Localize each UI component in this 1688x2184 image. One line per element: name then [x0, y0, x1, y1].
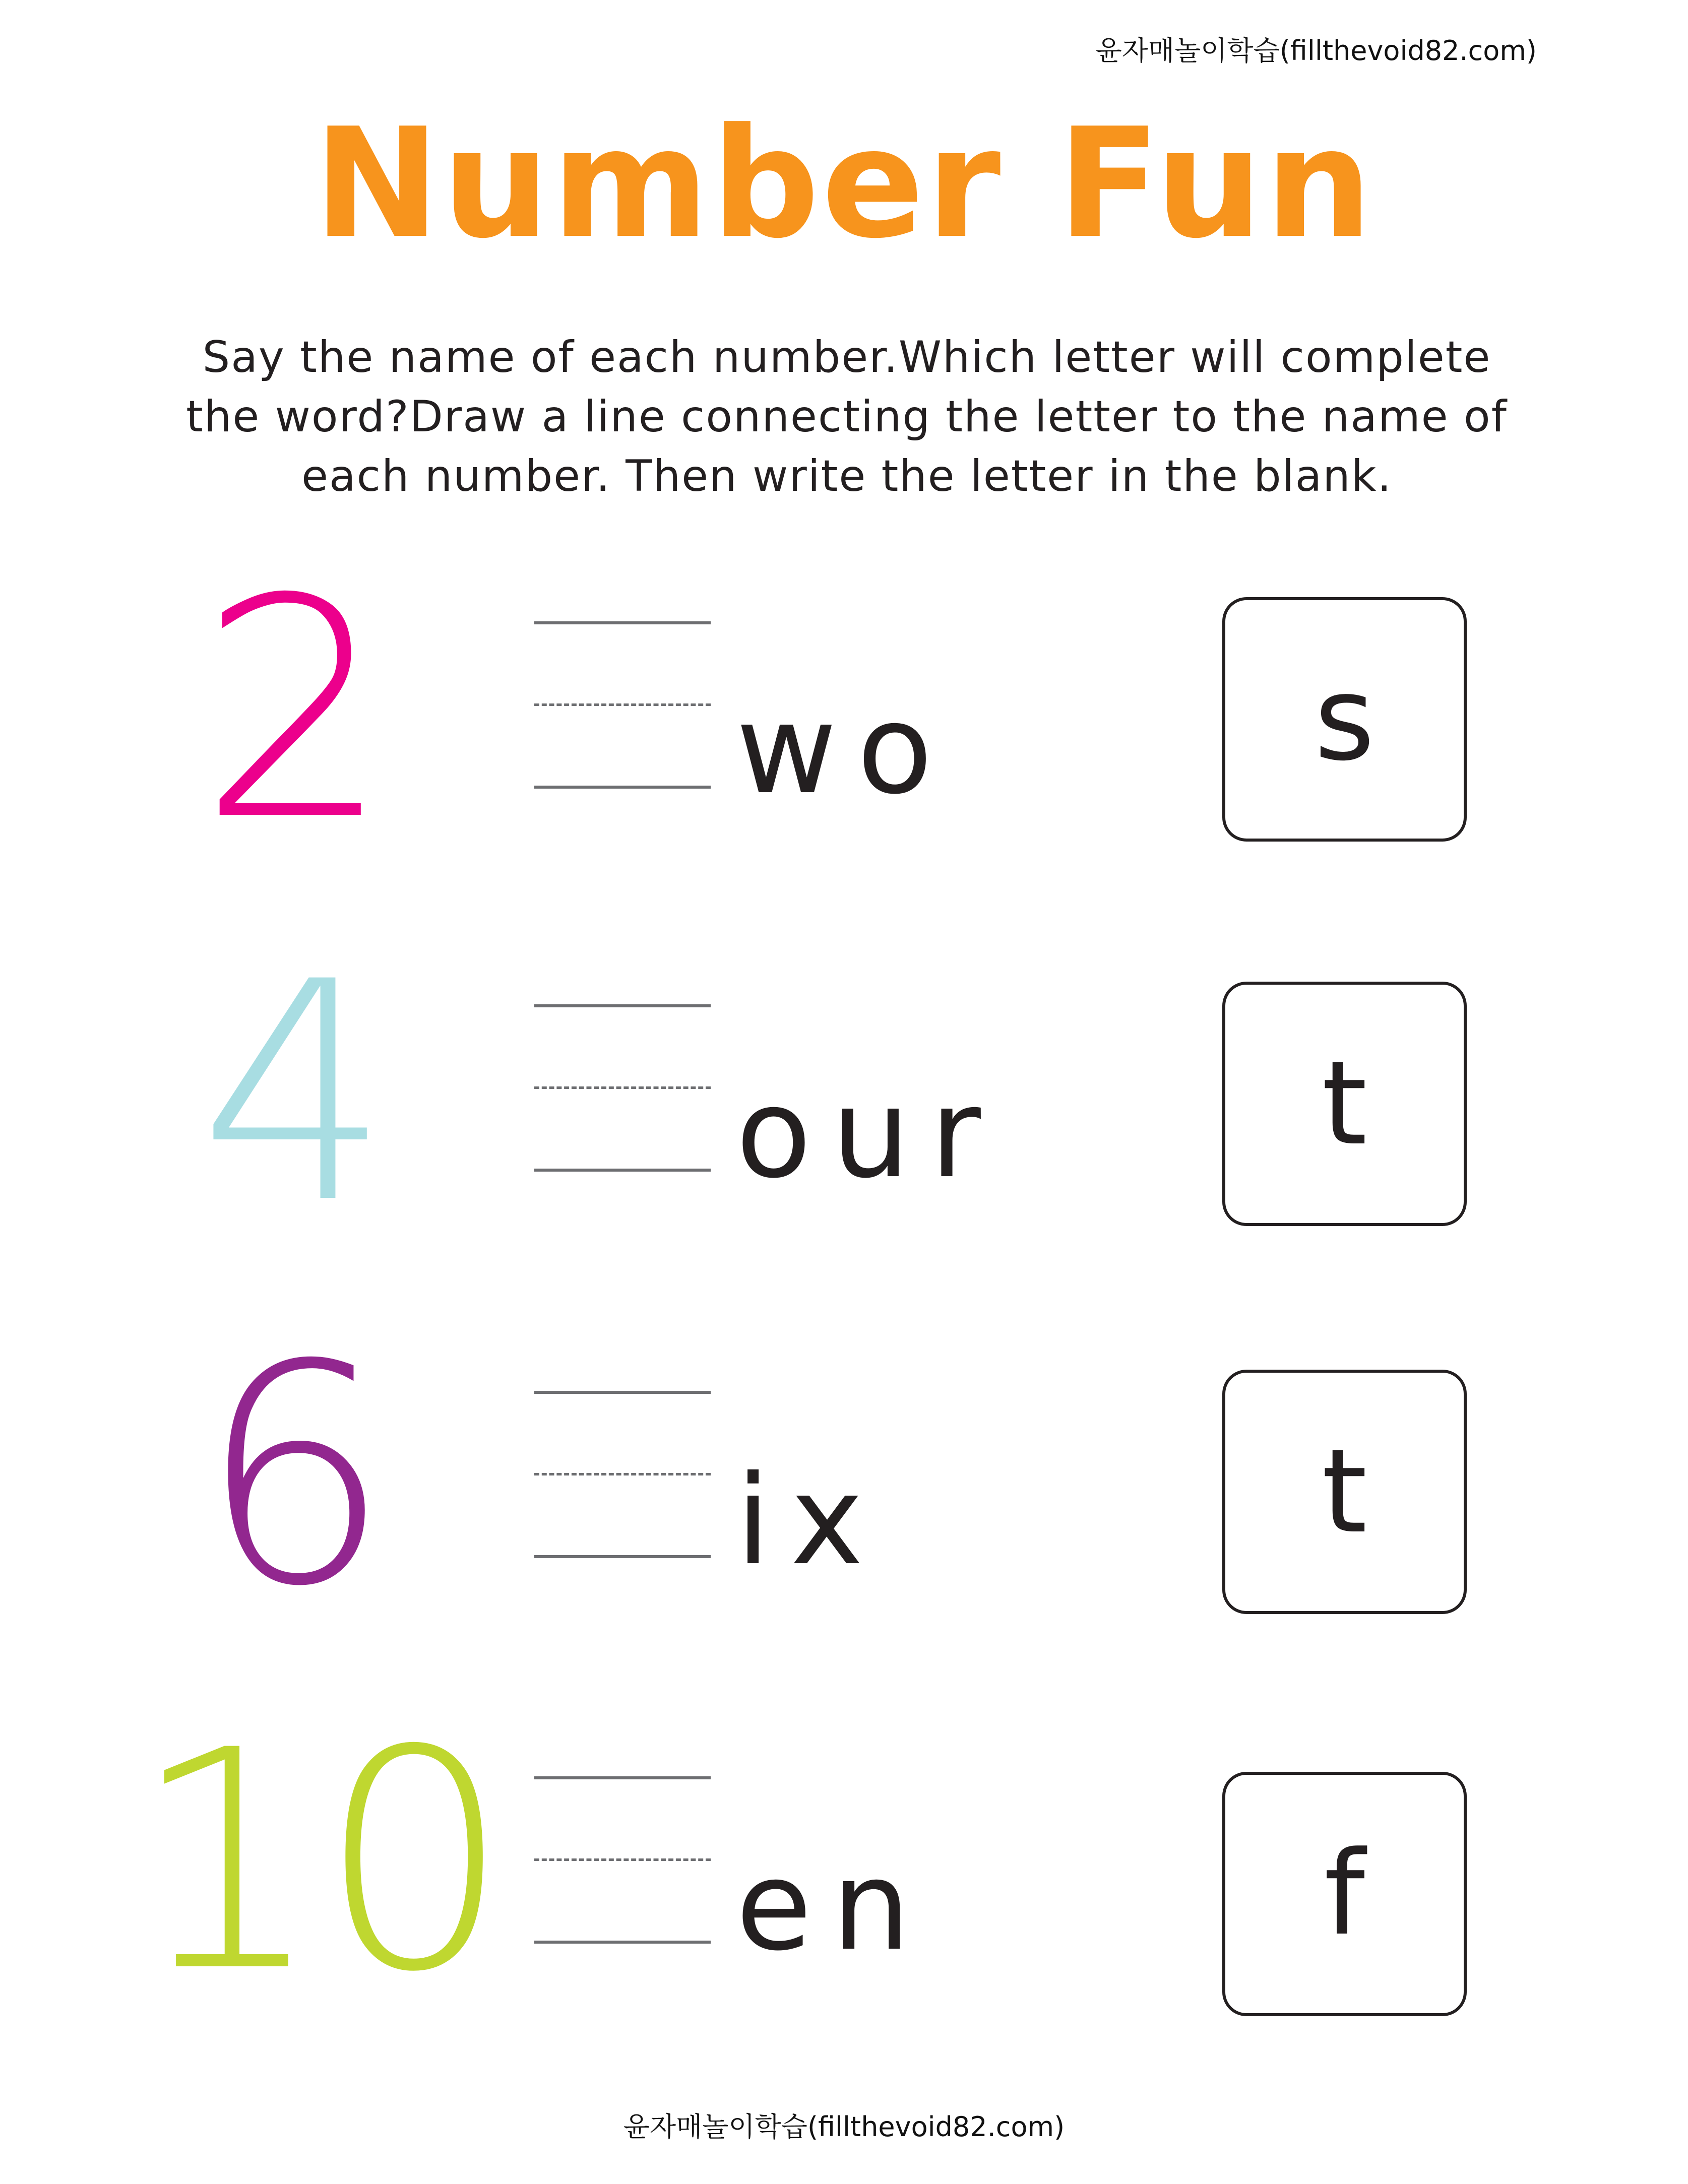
writing-line-base — [534, 1555, 711, 1558]
writing-blank[interactable] — [534, 1776, 711, 1948]
letter-choice-box[interactable] — [1222, 1370, 1467, 1614]
letter-choice-box[interactable] — [1222, 1772, 1467, 2016]
word-ending: wo — [736, 678, 953, 821]
letter-choice: f — [1324, 1826, 1365, 1961]
writing-line-base — [534, 1169, 711, 1172]
number-row — [0, 1686, 1688, 2038]
numeral-2: 2 — [199, 534, 386, 886]
word-ending: en — [736, 1834, 931, 1978]
writing-blank[interactable] — [534, 621, 711, 793]
writing-blank[interactable] — [534, 1391, 711, 1562]
letter-choice-box[interactable] — [1222, 982, 1467, 1226]
writing-line-mid — [534, 1086, 711, 1089]
writing-line-top — [534, 1004, 711, 1007]
numeral-6: 6 — [199, 1300, 386, 1652]
numeral-10: 10 — [131, 1686, 506, 2038]
page-title: Number Fun — [314, 96, 1374, 272]
word-ending: ix — [736, 1449, 884, 1592]
writing-line-mid — [534, 703, 711, 706]
numeral-4: 4 — [199, 917, 386, 1269]
writing-line-base — [534, 786, 711, 789]
number-row — [0, 534, 1688, 886]
writing-line-top — [534, 1391, 711, 1394]
site-credit-bottom: 윤자매놀이학습(fillthevoid82.com) — [623, 2111, 1065, 2143]
writing-line-mid — [534, 1858, 711, 1861]
writing-line-top — [534, 621, 711, 624]
writing-line-base — [534, 1941, 711, 1944]
writing-line-mid — [534, 1473, 711, 1475]
word-ending: our — [736, 1062, 1001, 1205]
number-row — [0, 917, 1688, 1269]
writing-line-top — [534, 1776, 711, 1779]
letter-choice: t — [1322, 1424, 1367, 1559]
instructions-text: Say the name of each number.Which letter will complete the word?Draw a line connecting the letter to the name of each number. Then write the letter in the blank. — [186, 332, 1508, 501]
letter-choice-box[interactable] — [1222, 597, 1467, 842]
site-credit-top: 윤자매놀이학습(fillthevoid82.com) — [1095, 35, 1537, 67]
writing-blank[interactable] — [534, 1004, 711, 1176]
letter-choice: t — [1322, 1036, 1367, 1171]
number-row — [0, 1300, 1688, 1652]
letter-choice: s — [1314, 652, 1375, 787]
